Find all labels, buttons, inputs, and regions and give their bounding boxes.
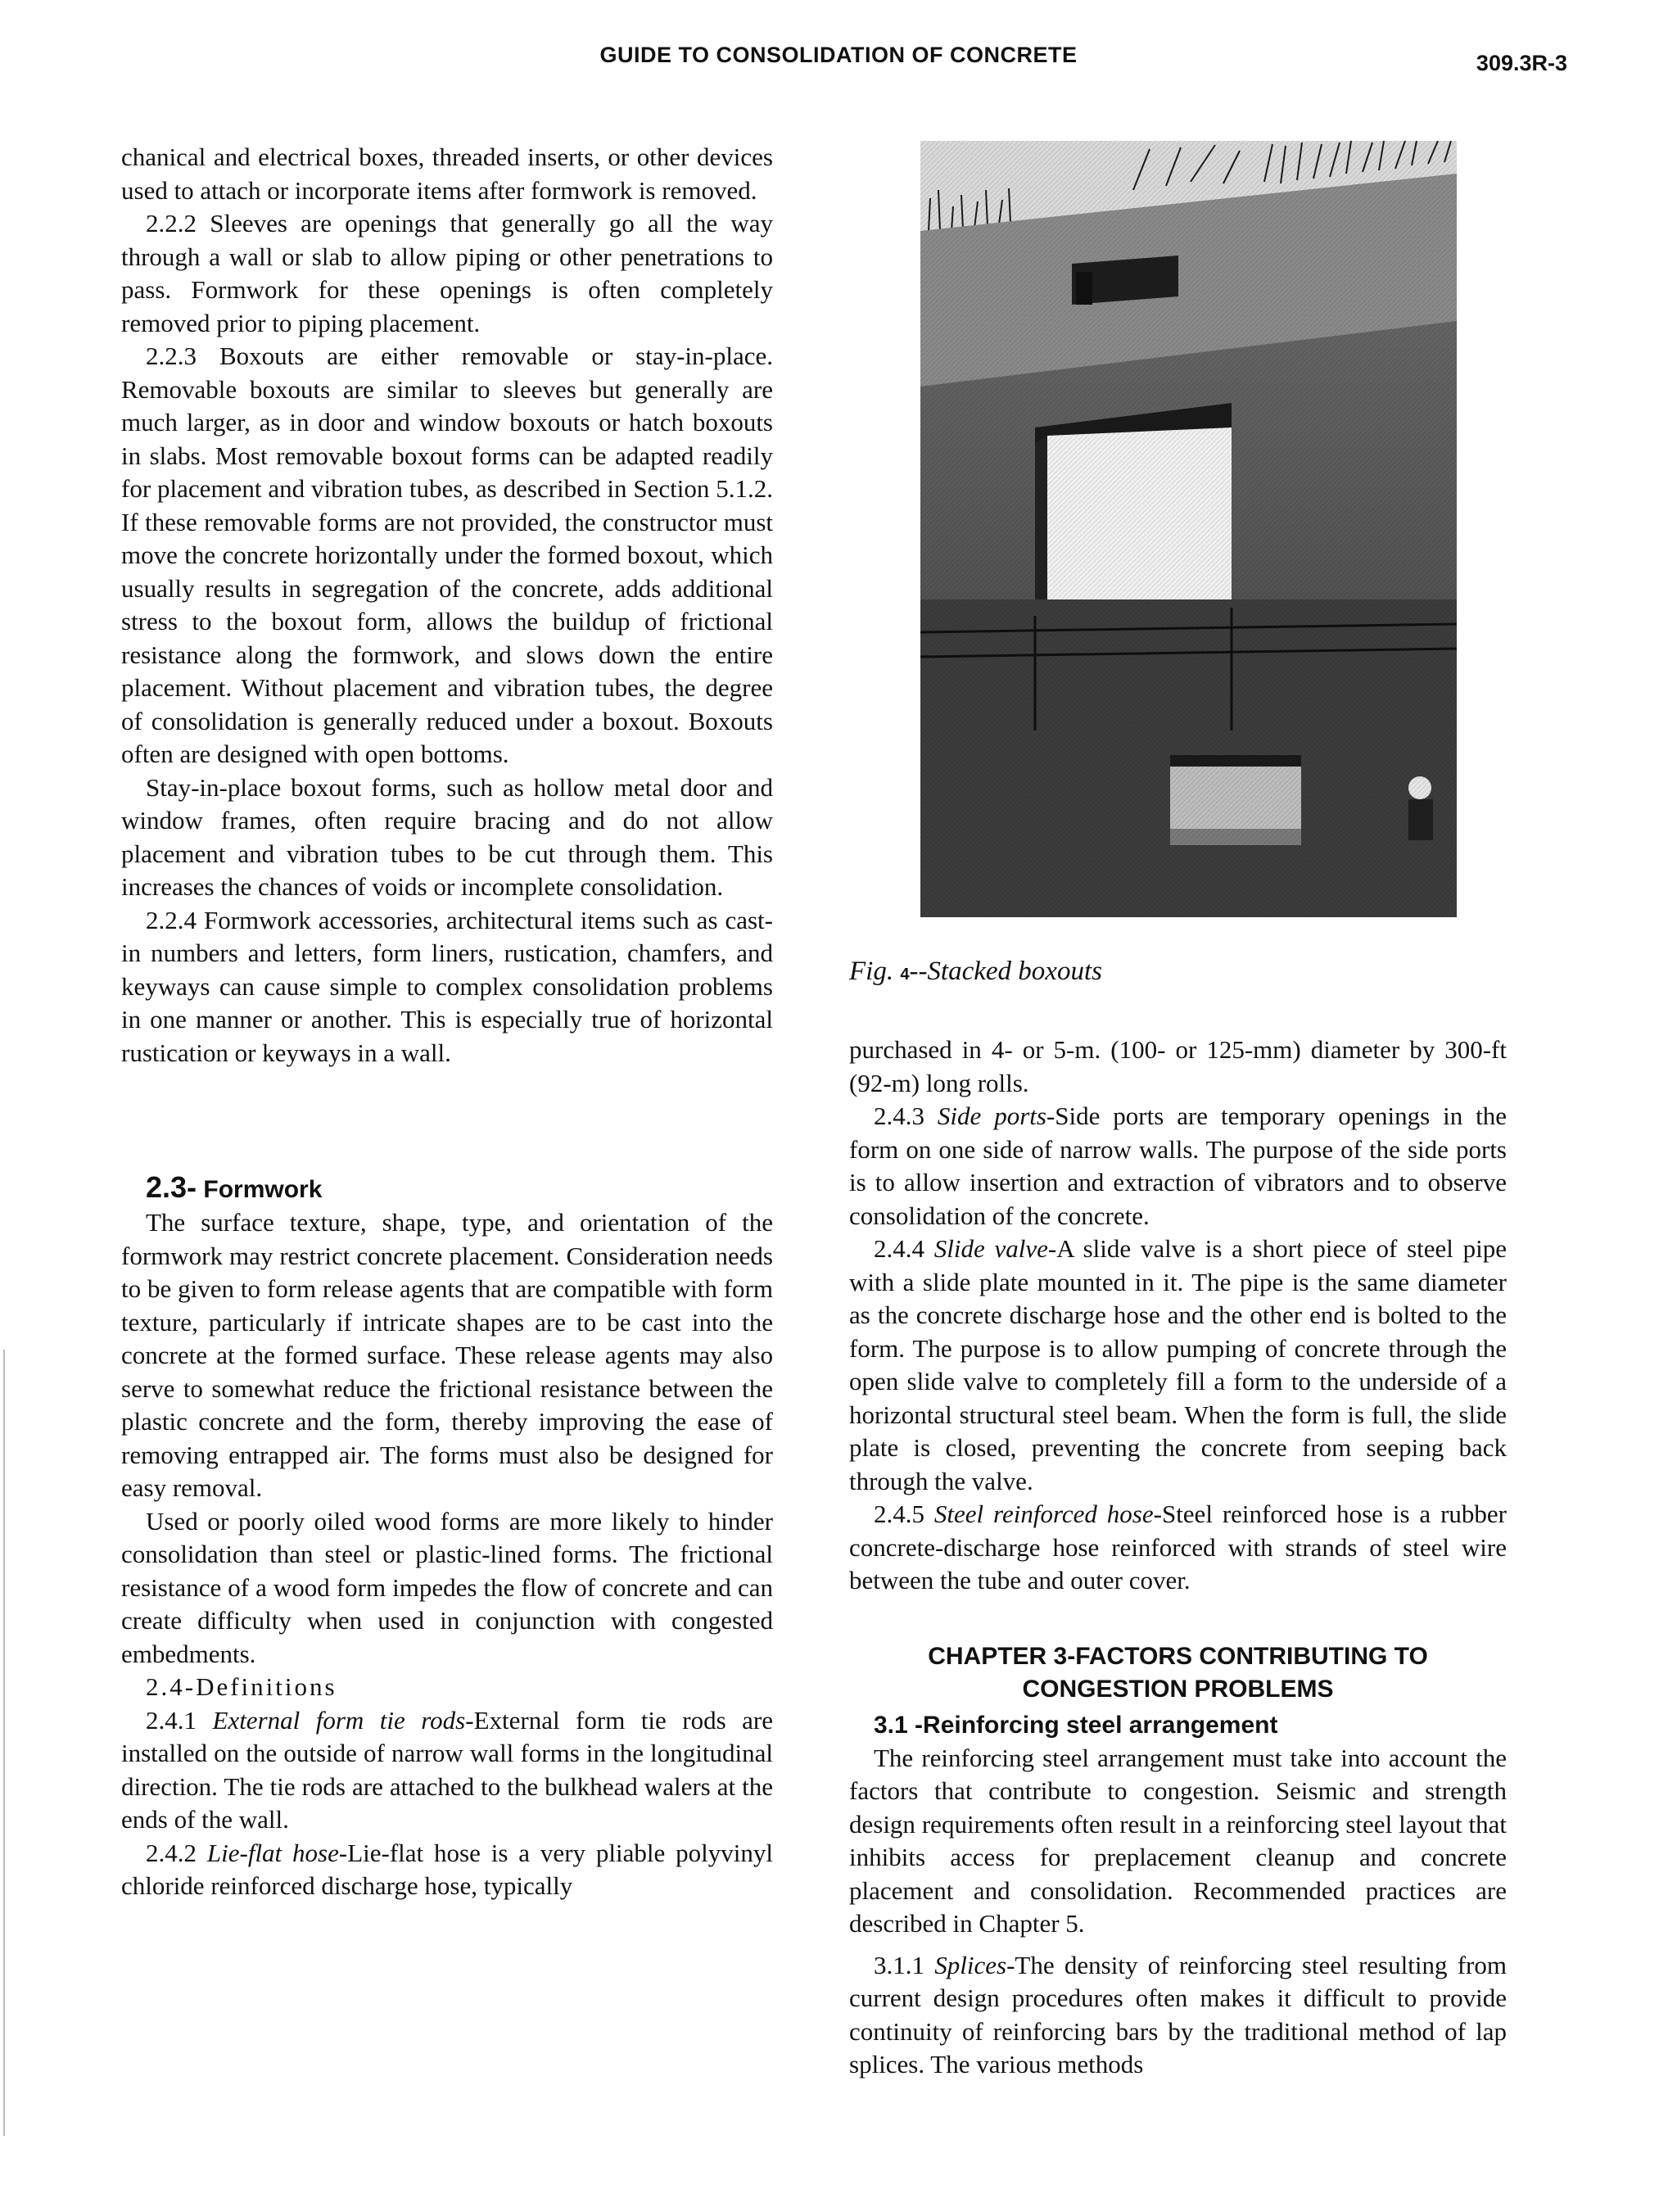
paragraph: The surface texture, shape, type, and orientation of the formwork may restrict concrete placement. Consideration needs to be given to form release agents that are compatible with form texture, particularly if intricate shapes are to be cast into the concrete at the formed surface. These release agents may also serve to somewhat reduce the frictional resistance between the plastic concrete and the form, thereby improving the ease of removing entrapped air. The forms must also be designed for easy removal.: [121, 1208, 773, 1502]
section-number: 2.3-: [146, 1170, 197, 1204]
figure-number: 4: [900, 966, 910, 984]
definition-term: Slide valve: [933, 1234, 1048, 1263]
paragraph: 2.2.3 Boxouts are either removable or stay-in-place. Removable boxouts are similar to sleeves but generally are much larger, as in door and window boxouts or hatch boxouts in slabs. Most removable boxout forms can be adapted readily for placement and vibration tubes, as described in Section 5.1.2. If these removable forms are not provided, the constructor must move the concrete horizontally under the formed boxout, which usually results in segregation of the concrete, adds additional stress to the boxout form, allows the buildup of frictional resistance along the formwork, and slows down the entire placement. Without placement and vibration tubes, the degree of consolidation is generally reduced under a boxout. Boxouts often are designed with open bottoms.: [121, 342, 773, 768]
definition-text: -The density of reinforcing steel resulting from current design procedures often makes it difficult to provide continuity of reinforcing bars by the traditional method of lap splices. The various methods: [849, 1950, 1507, 2079]
paragraph: chanical and electrical boxes, threaded inserts, or other devices used to attach or incorporate items after formwork is removed.: [121, 142, 773, 205]
definition-number: 2.4.1: [146, 1705, 197, 1735]
definition-2-4-3: [849, 1100, 1507, 1233]
paragraph: purchased in 4- or 5-m. (100- or 125-mm) diameter by 300-ft (92-m) long rolls.: [849, 1035, 1507, 1097]
margin-rule: [3, 1350, 5, 2136]
definition-number: 2.4.3: [874, 1101, 924, 1130]
section-heading-2-4: 2.4-Definitions: [146, 1672, 337, 1701]
chapter-heading-line-1: CHAPTER 3-FACTORS CONTRIBUTING TO: [928, 1642, 1428, 1670]
definition-number: 2.4.5: [874, 1500, 924, 1528]
page-number: 309.3R-3: [1476, 51, 1567, 75]
definition-number: 2.4.4: [874, 1234, 924, 1263]
paragraph: The reinforcing steel arrangement must take into account the factors that contribute to congestion. Seismic and strength design requirements often result in a reinforcing steel layout that inhibits access for preplacement cleanup and concrete placement and consolidation. Recommended practices are described in Chapter 5.: [849, 1743, 1507, 1938]
definition-number: 2.4.2: [146, 1838, 197, 1867]
left-column: [121, 141, 773, 1903]
definition-text: -Lie-flat hose is a very pliable polyvinyl chloride reinforced discharge hose, typically: [121, 1838, 773, 1900]
right-column: [849, 1034, 1507, 2082]
definition-2-4-4: [849, 1233, 1507, 1498]
definition-text: -External form tie rods are installed on the outside of narrow wall forms in the longitudinal direction. The tie rods are attached to the bulkhead walers at the ends of the wall.: [121, 1705, 774, 1834]
definition-number: 3.1.1: [874, 1950, 924, 1979]
definition-text: -Steel reinforced hose is a rubber concrete-discharge hose reinforced with strands of steel wire between the tube and outer cover.: [849, 1500, 1507, 1595]
paragraph: Stay-in-place boxout forms, such as hollow metal door and window frames, often require bracing and do not allow placement and vibration tubes to be cut through them. This increases the chances of voids or incomplete consolidation.: [121, 772, 773, 901]
paragraph: Used or poorly oiled wood forms are more likely to hinder consolidation than steel or plastic-lined forms. The frictional resistance of a wood form impedes the flow of concrete and can create difficulty when used in conjunction with congested embedments.: [121, 1506, 773, 1668]
definition-text: -A slide valve is a short piece of steel pipe with a slide plate mounted in it. The pipe is the same diameter as the concrete discharge hose and the other end is bolted to the form. The purpose is to allow pumping of concrete through the open slide valve to completely fill a form to the underside of a horizontal structural steel beam. When the form is full, the slide plate is closed, preventing the concrete from seeping back through the valve.: [849, 1234, 1507, 1495]
definition-term: Side ports: [937, 1101, 1046, 1130]
definition-2-4-5: [849, 1498, 1507, 1598]
running-title: GUIDE TO CONSOLIDATION OF CONCRETE: [599, 43, 1078, 67]
definition-term: Steel reinforced hose: [933, 1500, 1154, 1528]
definition-term: External form tie rods: [212, 1705, 466, 1735]
definition-text: -Side ports are temporary openings in the form on one side of narrow walls. The purpose of the side ports is to allow insertion and extraction of vibrators and to observe consolidation of the concrete.: [849, 1101, 1507, 1230]
definition-term: Splices: [934, 1950, 1007, 1979]
definition-2-4-1: [121, 1704, 773, 1837]
figure-caption-text: --Stacked boxouts: [909, 957, 1102, 986]
figure-caption: [849, 957, 1507, 987]
section-heading-3-1: 3.1 -Reinforcing steel arrangement: [874, 1711, 1278, 1739]
figure-label: Fig.: [849, 957, 894, 986]
chapter-heading-line-2: CONGESTION PROBLEMS: [1022, 1675, 1334, 1703]
paragraph: 2.2.2 Sleeves are openings that generally go all the way through a wall or slab to allow piping or other penetrations to pass. Formwork for these openings is often completely removed prior to piping placement.: [121, 209, 773, 337]
paragraph: 2.2.4 Formwork accessories, architectural items such as cast-in numbers and letters, form liners, rustication, chamfers, and keyways can cause simple to complex consolidation problems in one manner or another. This is especially true of horizontal rustication or keyways in a wall.: [121, 905, 773, 1067]
section-heading-2-3: [121, 1171, 773, 1206]
section-title: Formwork: [203, 1176, 323, 1203]
definition-2-4-2: [121, 1837, 773, 1903]
definition-3-1-1: [849, 1949, 1507, 2082]
figure-photo-stacked-boxouts: [920, 141, 1457, 917]
definition-term: Lie-flat hose: [206, 1838, 339, 1867]
chapter-heading: [849, 1640, 1507, 1706]
